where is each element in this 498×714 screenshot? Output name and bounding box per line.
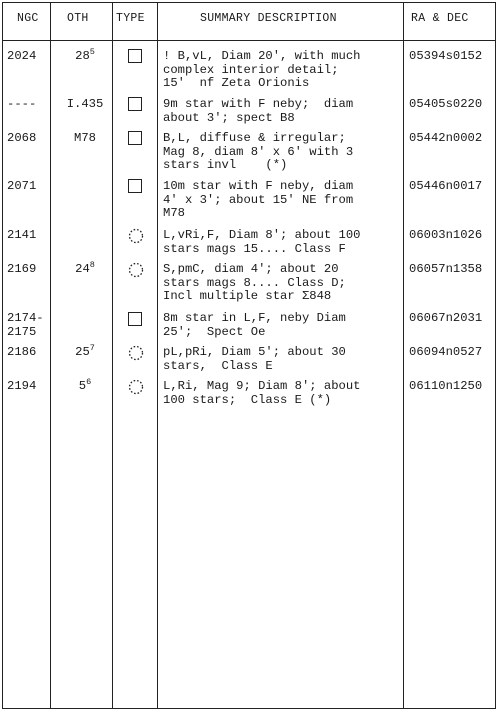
header-oth: OTH (67, 12, 89, 25)
desc-line: 9m star with F neby; diam (163, 97, 354, 111)
description-cell (163, 263, 346, 304)
ngc-cell: 2068 (7, 131, 37, 145)
description-cell (163, 98, 353, 125)
desc-line: 8m star in L,F, neby Diam (163, 311, 346, 325)
ra-dec-cell: 06067n2031 (409, 311, 483, 325)
header-ngc: NGC (17, 12, 39, 25)
desc-line: stars mags 8.... Class D; (163, 275, 346, 290)
square-icon (128, 49, 142, 63)
dotted-circle-icon (128, 228, 144, 244)
description-cell (163, 346, 346, 373)
dotted-circle-icon (128, 262, 144, 278)
oth-cell: I.435 (66, 97, 104, 111)
description-cell (163, 180, 353, 221)
desc-line: L,Ri, Mag 9; Diam 8'; about (163, 379, 361, 393)
ngc-cell: 2169 (7, 262, 37, 276)
column-divider (157, 3, 158, 708)
oth-cell: $28^5$ (75, 47, 95, 63)
desc-line: pL,pRi, Diam 5'; about 30 (163, 345, 346, 359)
ngc-cell: 2194 (7, 379, 37, 393)
ra-dec-cell: 06057n1358 (409, 262, 483, 276)
desc-line: Incl multiple star Σ848 (163, 289, 332, 304)
oth-cell: $24^8$ (75, 260, 95, 276)
oth-cell: M78 (74, 131, 96, 145)
ngc-cell: 2024 (7, 49, 37, 63)
ngc-cell: 2174- 2175 (7, 311, 44, 339)
dotted-circle-icon (128, 345, 144, 361)
square-icon (128, 312, 142, 326)
oth-cell: $25^7$ (75, 343, 95, 359)
description-cell (163, 380, 360, 407)
desc-line: 10m star with F neby, diam (163, 179, 354, 193)
square-icon (128, 97, 142, 111)
column-divider (50, 3, 51, 708)
desc-line: 100 stars; Class E (*) (163, 392, 332, 407)
ra-dec-cell: 05442n0002 (409, 131, 483, 145)
square-icon (128, 179, 142, 193)
ngc-cell: 2071 (7, 179, 37, 193)
desc-line: stars invl (*) (163, 158, 288, 173)
desc-line: about 3'; spect B8 (163, 110, 295, 125)
desc-line: B,L, diffuse & irregular; (163, 131, 346, 145)
dotted-circle-icon (128, 379, 144, 395)
desc-line: 15' nf Zeta Orionis (163, 76, 310, 91)
desc-line: M78 (163, 206, 185, 221)
ra-dec-cell: 05446n0017 (409, 179, 483, 193)
ra-dec-cell: 06094n0527 (409, 345, 483, 359)
header-ra-dec: RA & DEC (411, 12, 469, 25)
desc-line: 25'; Spect Oe (163, 324, 266, 339)
desc-line: 4' x 3'; about 15' NE from (163, 192, 354, 207)
ra-dec-cell: 06003n1026 (409, 228, 483, 242)
header-type: TYPE (116, 12, 145, 25)
ra-dec-cell: 05405s0220 (409, 97, 483, 111)
desc-line: S,pmC, diam 4'; about 20 (163, 262, 339, 276)
description-cell (163, 229, 360, 256)
description-cell (163, 50, 360, 91)
description-cell (163, 312, 346, 339)
ngc-cell: 2141 (7, 228, 37, 242)
desc-line: complex interior detail; (163, 62, 339, 77)
ra-dec-cell: 05394s0152 (409, 49, 483, 63)
square-icon (128, 131, 142, 145)
ngc-cell: ---- (7, 97, 37, 111)
description-cell (163, 132, 353, 173)
ngc-cell: 2186 (7, 345, 37, 359)
header-divider (3, 40, 495, 41)
ra-dec-cell: 06110n1250 (409, 379, 483, 393)
desc-line: L,vRi,F, Diam 8'; about 100 (163, 228, 361, 242)
oth-cell: $5^6$ (78, 377, 92, 393)
column-divider (403, 3, 404, 708)
header-summary: SUMMARY DESCRIPTION (200, 12, 337, 25)
desc-line: stars, Class E (163, 358, 273, 373)
desc-line: ! B,vL, Diam 20', with much (163, 49, 361, 63)
desc-line: stars mags 15.... Class F (163, 241, 346, 256)
desc-line: Mag 8, diam 8' x 6' with 3 (163, 144, 354, 159)
